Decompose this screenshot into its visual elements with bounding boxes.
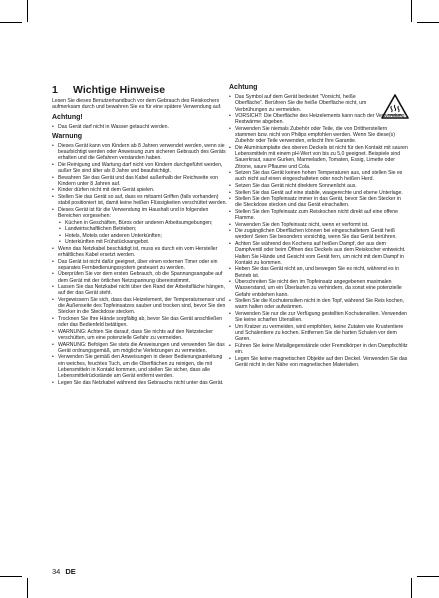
list-item: • Legen Sie das Netzkabel während des Gebrauchs nicht unter das Gerät. bbox=[52, 380, 228, 386]
list-item: • Stellen Sie das Gerät so auf, dass es mitsamt Griffen (falls vorhanden) stabil positioniert ist, damit keine heißen Flüssigkeiten verschüttet werden. bbox=[52, 194, 228, 207]
section-number: 1 bbox=[52, 84, 58, 96]
list-item: • Dieses Gerät ist für die Verwendung im Haushalt und in folgenden Bereichen vorgesehen: bbox=[52, 207, 228, 220]
list-item: • Stellen Sie den Topfeinsatz zum Reiskochen nicht direkt auf eine offene Flamme. bbox=[229, 209, 409, 222]
list-item: • Kinder dürfen nicht mit dem Gerät spielen. bbox=[52, 187, 228, 193]
list-item: • WARNUNG: Achten Sie darauf, dass Sie nichts auf den Netzstecker verschütten, um eine potenzielle Gefahr zu vermeiden. bbox=[52, 329, 228, 342]
crop-mark-bottom-right bbox=[411, 578, 412, 598]
crop-mark-top-right bbox=[411, 0, 412, 22]
list-item: • Stellen Sie den Topfeinsatz immer in das Gerät, bevor Sie den Stecker in die Steckdose stecken und das Gerät einschalten. bbox=[229, 196, 409, 209]
list-item: • Wenn das Netzkabel beschädigt ist, muss es durch ein vom Hersteller erhältliches Kabel ersetzt werden. bbox=[52, 246, 228, 259]
achtung-list bbox=[52, 124, 228, 130]
list-item: • Verwenden Sie nur die zur Verfügung gestellten Kochutensilien. Verwenden Sie keine scharfen Utensilien. bbox=[229, 311, 409, 324]
hot-surface-block bbox=[229, 94, 409, 113]
list-item: • Bewahren Sie das Gerät und das Kabel außerhalb der Reichweite von Kindern unter 8 Jahren auf. bbox=[52, 175, 228, 188]
list-item: • Überschreiten Sie nicht den im Topfeinsatz angegebenen maximalen Wasserstand, um ein Überlaufen zu verhindern, da sonst eine potenzielle Gefahr entstehen kann. bbox=[229, 279, 409, 298]
list-item: • Stellen Sie das Gerät auf eine stabile, waagerechte und ebene Unterlage. bbox=[229, 190, 409, 196]
list-item: • Die Reinigung und Wartung darf nicht von Kindern durchgeführt werden, außer Sie sind älter als 8 Jahre und beaufsichtigt. bbox=[52, 162, 228, 175]
list-item: • Legen Sie keine magnetischen Objekte auf den Deckel. Verwenden Sie das Gerät nicht in der Nähe von magnetischen Materialien. bbox=[229, 356, 409, 369]
page-number: 34 bbox=[52, 567, 61, 576]
warnung-heading: Warnung bbox=[52, 132, 83, 140]
right-column bbox=[229, 84, 409, 368]
list-item: • Um Kratzer zu vermeiden, wird empfohlen, keine Zutaten wie Krustentiere und Schalentiere zu kochen. Entfernen Sie die harten Schalen vor dem Garen. bbox=[229, 324, 409, 343]
list-item: • Heben Sie das Gerät nicht an, und bewegen Sie es nicht, während es in Betrieb ist. bbox=[229, 266, 409, 279]
language-code: DE bbox=[65, 567, 76, 576]
sub-list-item: • Landwirtschaftlichen Betrieben; bbox=[52, 226, 228, 232]
section-title bbox=[52, 84, 165, 96]
list-item: • Dieses Gerät kann von Kindern ab 8 Jahren verwendet werden, wenn sie beaufsichtigt werden oder Anweisung zum sicheren Gebrauch des Geräts erhalten und die Gefahren verstanden haben. bbox=[52, 143, 228, 162]
achtung-heading: Achtung! bbox=[52, 113, 83, 121]
crop-mark-top-right-h bbox=[417, 22, 439, 23]
list-item: • WARNUNG: Befolgen Sie stets die Anweisungen und verwenden Sie das Gerät ordnungsgemäß, um mögliche Verletzungen zu vermeiden. bbox=[52, 342, 228, 355]
crop-mark-bottom-right-h bbox=[417, 576, 439, 577]
sub-list-item: • Küchen in Geschäften, Büros oder anderen Arbeitsumgebungen; bbox=[52, 220, 228, 226]
list-item: • VORSICHT: Die Oberfläche des Heizelements kann nach der Verwendung Restwärme abgeben. bbox=[229, 113, 409, 126]
list-item: • Die zugänglichen Oberflächen können bei eingeschaltetem Gerät heiß werden! Seien Sie besonders vorsichtig, wenn Sie das Gerät berühren. bbox=[229, 228, 409, 241]
list-item: • Das Symbol auf dem Gerät bedeutet "Vorsicht, heiße Oberfläche". Berühren Sie die heiße Oberfläche nicht, um Verbrühungen zu vermeiden. bbox=[229, 94, 376, 113]
list-item: • Setzen Sie das Gerät nicht direktem Sonnenlicht aus. bbox=[229, 183, 409, 189]
list-item: • Das Gerät ist nicht dafür geeignet, über einen externen Timer oder ein separates Fernbedienungssystem gesteuert zu werden. bbox=[52, 259, 228, 272]
warnung-list bbox=[52, 143, 228, 386]
sub-list-item: • Unterkünften mit Frühstücksangebot. bbox=[52, 239, 228, 245]
page-footer bbox=[52, 567, 76, 576]
list-item: • Vergewissern Sie sich, dass das Heizelement, der Temperatursensor und die Außenseite des Topfeinsatzes sauber und trocken sind, bevor Sie den Stecker in die Steckdose stecken. bbox=[52, 297, 228, 316]
list-item: • Stellen Sie die Kochutensilien nicht in den Topf, während Sie Reis kochen, warm halten oder aufwärmen. bbox=[229, 298, 409, 311]
list-item: • Setzen Sie das Gerät keinen hohen Temperaturen aus, und stellen Sie es auch nicht auf einen eingeschalteten oder noch heißen Herd. bbox=[229, 170, 409, 183]
list-item: • Verwenden Sie niemals Zubehör oder Teile, die von Drittherstellern stammen bzw. nicht von Philips empfohlen werden. Wenn Sie diese(s) Zubehör oder Teile verwenden, erlischt Ihre Garantie. bbox=[229, 126, 409, 145]
intro-paragraph: Lesen Sie dieses Benutzerhandbuch vor dem Gebrauch des Reiskochers aufmerksam durch und bewahren Sie es für eine spätere Verwendung auf. bbox=[52, 98, 222, 111]
achtung-right-list bbox=[229, 113, 409, 368]
sub-list-item: • Hotels, Motels oder anderen Unterkünften; bbox=[52, 233, 228, 239]
list-item: • Führen Sie keine Metallgegenstände oder Fremdkörper in den Dampfschlitz ein. bbox=[229, 343, 409, 356]
crop-mark-bottom-left-h bbox=[0, 576, 22, 577]
achtung-right-heading: Achtung bbox=[229, 84, 258, 91]
list-item: • Lassen Sie das Netzkabel nicht über den Rand der Arbeitsfläche hängen, auf der das Gerät steht. bbox=[52, 284, 228, 297]
crop-mark-top-left bbox=[27, 0, 28, 22]
list-item: • Trocknen Sie Ihre Hände sorgfältig ab, bevor Sie das Gerät anschließen oder das Bedienfeld betätigen. bbox=[52, 316, 228, 329]
list-item: • Das Gerät darf nicht in Wasser getaucht werden. bbox=[52, 124, 228, 130]
list-item: • Verwenden Sie den Topfeinsatz nicht, wenn er verformt ist. bbox=[229, 222, 409, 228]
section-title-text: Wichtige Hinweise bbox=[73, 84, 166, 96]
crop-mark-bottom-left bbox=[27, 578, 28, 598]
list-item: • Die Aluminiumplatte des oberen Deckels ist nicht für den Kontakt mit sauren Lebensmitteln mit einem pH-Wert von bis zu 5,0 geeignet. Beispiele sind Sauerkraut, saure Gurken, Marmeladen, Tomaten, Essig, Limette oder Zitrone, saure Pflaume und Cola. bbox=[229, 145, 409, 170]
list-item: • Verwenden Sie gemäß den Anweisungen in dieser Bedienungsanleitung ein weiches, feuchtes Tuch, um die Oberflächen zu reinigen, die mit Lebensmitteln in Kontakt kommen, und stellen Sie sicher, dass alle Lebensmittelrückstände am Gerät entfernt werden. bbox=[52, 354, 228, 379]
list-item: • Überprüfen Sie vor dem ersten Gebrauch, ob die Spannungsangabe auf dem Gerät mit der örtlichen Netzspannung übereinstimmt. bbox=[52, 271, 228, 284]
list-item: • Achten Sie während des Kochens auf heißen Dampf, der aus dem Dampfventil oder beim Öffnen des Deckels aus dem Reiskocher entweicht. Halten Sie Hände und Gesicht vom Gerät fern, um nicht mit dem Dampf in Kontakt zu kommen. bbox=[229, 241, 409, 266]
crop-mark-top-left-h bbox=[0, 22, 22, 23]
